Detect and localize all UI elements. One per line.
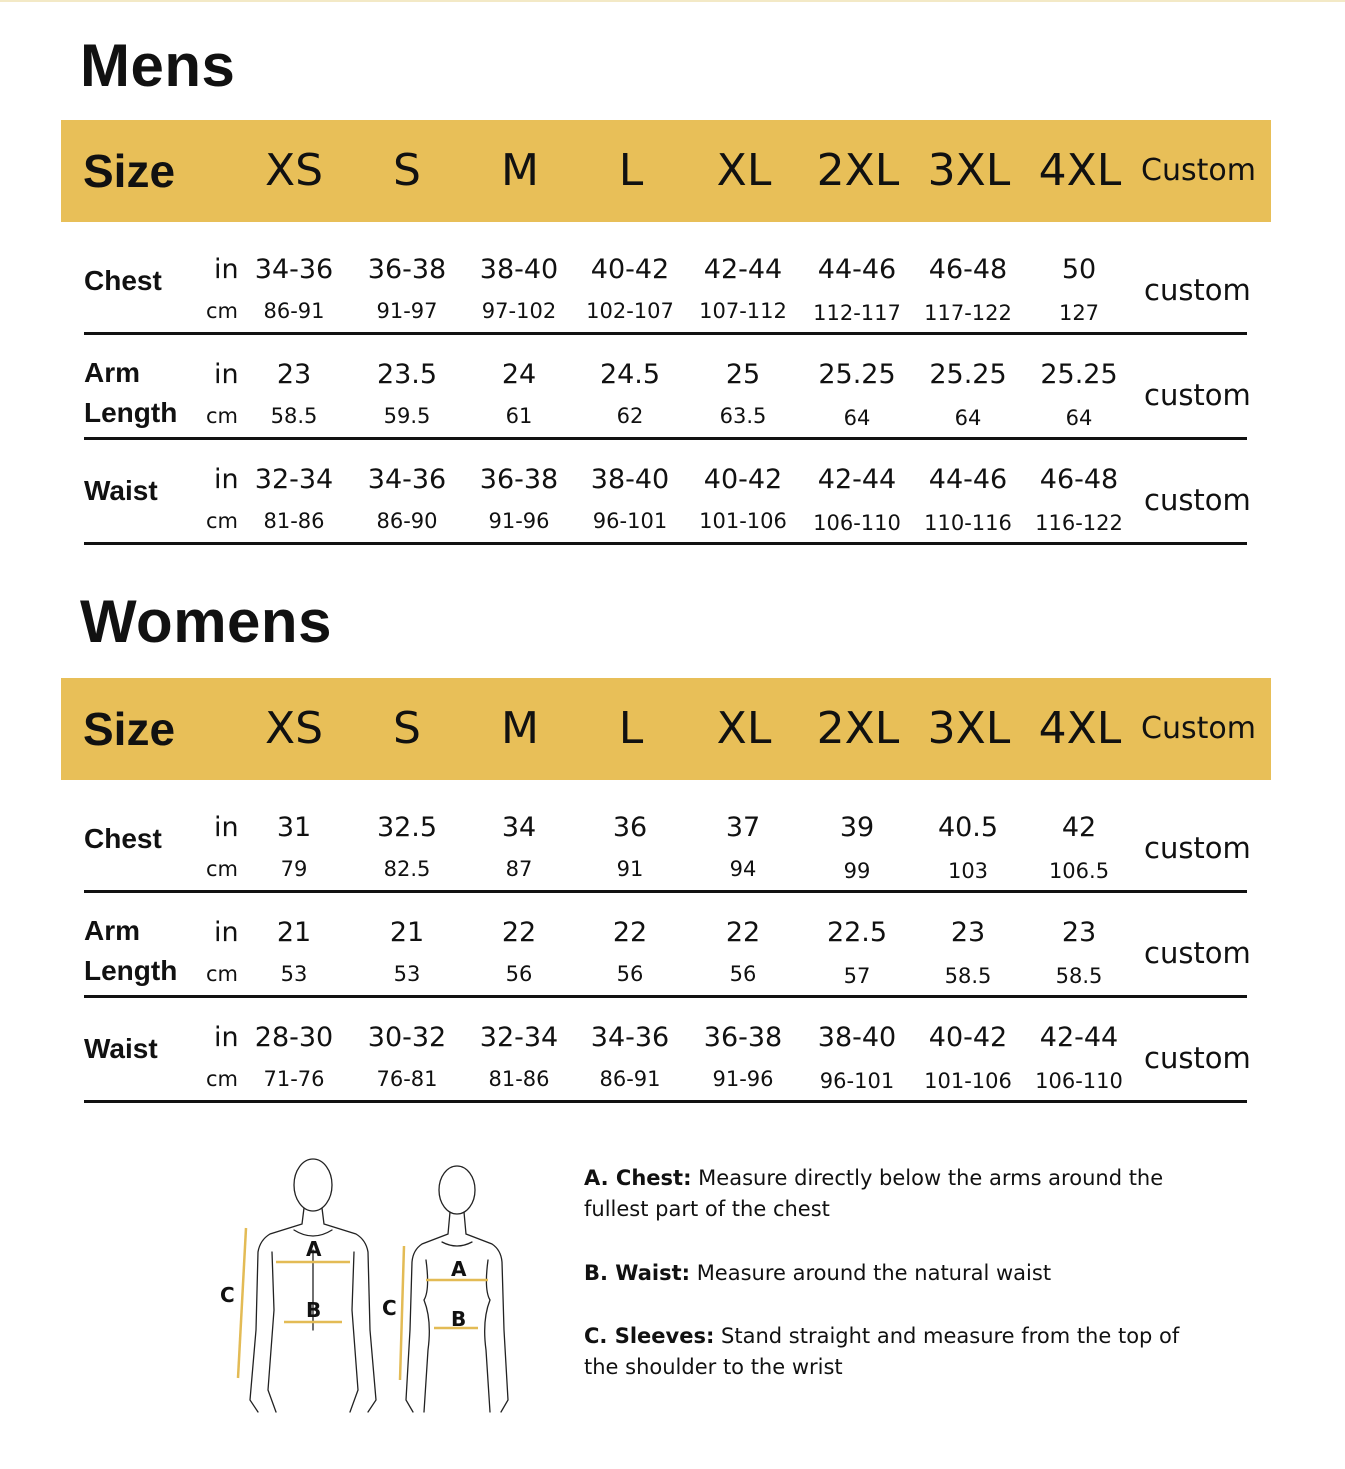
value-in: 36-38 <box>479 464 559 495</box>
value-cm: 94 <box>729 857 757 881</box>
value-in: 34 <box>501 812 537 843</box>
value-cm: 101-106 <box>699 509 787 533</box>
value-in: 30-32 <box>367 1022 447 1053</box>
unit-in-label: in <box>214 254 239 285</box>
size-3xl: 3XL <box>927 703 1011 754</box>
value-cm: 96-101 <box>819 1069 895 1093</box>
value-in: 32-34 <box>479 1022 559 1053</box>
row-chest <box>0 230 1345 335</box>
size-xs: XS <box>264 145 324 196</box>
unit-cm-label: cm <box>206 299 239 323</box>
row-chest <box>0 788 1345 893</box>
row-arm-length <box>0 335 1345 440</box>
value-cm: 64 <box>843 406 871 430</box>
row-label: Length <box>84 397 178 428</box>
size-s: S <box>393 703 421 754</box>
row-label: Length <box>84 955 178 986</box>
value-cm: 127 <box>1058 301 1100 325</box>
value-in: 40-42 <box>590 254 670 285</box>
value-cm: 86-90 <box>376 509 438 533</box>
value-cm: 82.5 <box>383 857 431 881</box>
value-in: 46-48 <box>1039 464 1119 495</box>
female-label-a: A <box>451 1257 467 1281</box>
value-in: 40-42 <box>703 464 783 495</box>
unit-in-label: in <box>214 812 239 843</box>
value-cm: 53 <box>393 962 421 986</box>
row-waist <box>0 998 1345 1103</box>
womens-size-header <box>61 678 1271 780</box>
size-4xl: 4XL <box>1038 703 1122 754</box>
value-in: 37 <box>725 812 761 843</box>
row-label: Arm <box>84 915 141 946</box>
value-cm: 110-116 <box>924 511 1012 535</box>
value-cm: 56 <box>505 962 533 986</box>
value-in: 32.5 <box>376 812 438 843</box>
male-label-c: C <box>220 1283 235 1307</box>
value-in: 44-46 <box>928 464 1008 495</box>
instruction-text: Stand straight and measure from the top of the shoulder to the wrist <box>584 1324 1180 1379</box>
size-custom: Custom <box>1141 153 1256 188</box>
instruction-term: B. Waist: <box>584 1261 691 1285</box>
value-in: 38-40 <box>817 1022 897 1053</box>
value-custom: custom <box>1144 483 1251 517</box>
instruction-sleeves <box>584 1321 1184 1383</box>
mens-title: Mens <box>80 32 236 99</box>
unit-in-label: in <box>214 1022 239 1053</box>
value-in: 42-44 <box>703 254 783 285</box>
value-cm: 91-97 <box>376 299 438 323</box>
male-label-a: A <box>306 1237 322 1261</box>
value-cm: 86-91 <box>263 299 325 323</box>
value-in: 42 <box>1061 812 1097 843</box>
value-in: 25 <box>725 359 761 390</box>
value-cm: 62 <box>616 404 644 428</box>
value-in: 21 <box>276 917 312 948</box>
value-cm: 103 <box>947 859 989 883</box>
value-in: 22 <box>501 917 537 948</box>
value-cm: 79 <box>280 857 308 881</box>
value-in: 24 <box>501 359 537 390</box>
body-measurement-figure <box>210 1150 530 1425</box>
size-m: M <box>501 145 539 196</box>
value-in: 32-34 <box>254 464 334 495</box>
value-cm: 106.5 <box>1048 859 1110 883</box>
row-divider <box>84 542 1247 545</box>
value-in: 50 <box>1061 254 1097 285</box>
value-cm: 117-122 <box>924 301 1012 325</box>
value-cm: 59.5 <box>383 404 431 428</box>
value-cm: 64 <box>954 406 982 430</box>
value-custom: custom <box>1144 1041 1251 1075</box>
value-in: 23 <box>276 359 312 390</box>
womens-title: Womens <box>80 588 332 655</box>
value-in: 22 <box>725 917 761 948</box>
row-label: Chest <box>84 265 162 296</box>
size-3xl: 3XL <box>927 145 1011 196</box>
value-custom: custom <box>1144 936 1251 970</box>
value-in: 23 <box>950 917 986 948</box>
row-label: Chest <box>84 823 162 854</box>
value-in: 36 <box>612 812 648 843</box>
value-in: 42-44 <box>817 464 897 495</box>
size-2xl: 2XL <box>816 145 900 196</box>
value-cm: 96-101 <box>592 509 668 533</box>
value-cm: 91 <box>616 857 644 881</box>
value-cm: 86-91 <box>599 1067 661 1091</box>
value-cm: 81-86 <box>488 1067 550 1091</box>
size-l: L <box>618 145 644 196</box>
size-header-label: Size <box>83 145 176 197</box>
value-in: 40-42 <box>928 1022 1008 1053</box>
value-in: 28-30 <box>254 1022 334 1053</box>
value-in: 21 <box>389 917 425 948</box>
instruction-waist <box>584 1258 1184 1289</box>
size-xl: XL <box>716 145 772 196</box>
value-cm: 116-122 <box>1035 511 1123 535</box>
male-body-outline-icon <box>250 1159 376 1412</box>
unit-cm-label: cm <box>206 962 239 986</box>
size-s: S <box>393 145 421 196</box>
size-custom: Custom <box>1141 711 1256 746</box>
value-in: 39 <box>839 812 875 843</box>
value-cm: 112-117 <box>813 301 901 325</box>
row-label: Arm <box>84 357 141 388</box>
value-cm: 106-110 <box>1035 1069 1123 1093</box>
size-xs: XS <box>264 703 324 754</box>
value-cm: 87 <box>505 857 533 881</box>
instruction-term: A. Chest: <box>584 1166 692 1190</box>
value-cm: 91-96 <box>488 509 550 533</box>
value-in: 38-40 <box>479 254 559 285</box>
size-header-label: Size <box>83 703 176 755</box>
value-in: 38-40 <box>590 464 670 495</box>
value-cm: 99 <box>843 859 871 883</box>
value-in: 42-44 <box>1039 1022 1119 1053</box>
unit-cm-label: cm <box>206 509 239 533</box>
row-divider <box>84 1100 1247 1103</box>
value-cm: 71-76 <box>263 1067 325 1091</box>
instruction-text: Measure directly below the arms around the fullest part of the chest <box>584 1166 1164 1221</box>
value-cm: 102-107 <box>586 299 674 323</box>
instruction-term: C. Sleeves: <box>584 1324 715 1348</box>
value-in: 31 <box>276 812 312 843</box>
value-cm: 57 <box>843 964 871 988</box>
value-in: 44-46 <box>817 254 897 285</box>
row-label: Waist <box>84 1033 158 1064</box>
value-in: 46-48 <box>928 254 1008 285</box>
size-4xl: 4XL <box>1038 145 1122 196</box>
value-in: 36-38 <box>367 254 447 285</box>
female-label-b: B <box>451 1307 467 1331</box>
size-2xl: 2XL <box>816 703 900 754</box>
value-cm: 106-110 <box>813 511 901 535</box>
row-label: Waist <box>84 475 158 506</box>
male-label-b: B <box>306 1298 322 1322</box>
value-cm: 58.5 <box>270 404 318 428</box>
value-cm: 56 <box>729 962 757 986</box>
unit-in-label: in <box>214 917 239 948</box>
value-in: 24.5 <box>599 359 661 390</box>
instruction-text: Measure around the natural waist <box>690 1261 1052 1285</box>
value-in: 34-36 <box>367 464 447 495</box>
value-cm: 53 <box>280 962 308 986</box>
value-cm: 81-86 <box>263 509 325 533</box>
instruction-chest <box>584 1163 1184 1225</box>
value-cm: 97-102 <box>481 299 557 323</box>
value-cm: 91-96 <box>712 1067 774 1091</box>
value-in: 36-38 <box>703 1022 783 1053</box>
measure-lines <box>238 1228 488 1380</box>
value-cm: 58.5 <box>1055 964 1103 988</box>
value-in: 23.5 <box>376 359 438 390</box>
size-l: L <box>618 703 644 754</box>
value-in: 25.25 <box>818 359 896 390</box>
value-cm: 107-112 <box>699 299 787 323</box>
unit-in-label: in <box>214 359 239 390</box>
value-in: 40.5 <box>937 812 999 843</box>
value-cm: 61 <box>505 404 533 428</box>
row-arm-length <box>0 893 1345 998</box>
value-cm: 64 <box>1065 406 1093 430</box>
female-label-c: C <box>382 1296 397 1320</box>
value-custom: custom <box>1144 831 1251 865</box>
value-in: 25.25 <box>1040 359 1118 390</box>
size-xl: XL <box>716 703 772 754</box>
value-in: 22 <box>612 917 648 948</box>
value-cm: 63.5 <box>719 404 767 428</box>
unit-cm-label: cm <box>206 1067 239 1091</box>
value-cm: 58.5 <box>944 964 992 988</box>
value-in: 22.5 <box>826 917 888 948</box>
value-cm: 101-106 <box>924 1069 1012 1093</box>
top-divider <box>0 0 1345 2</box>
row-waist <box>0 440 1345 545</box>
value-in: 34-36 <box>590 1022 670 1053</box>
value-cm: 76-81 <box>376 1067 438 1091</box>
unit-in-label: in <box>214 464 239 495</box>
value-cm: 56 <box>616 962 644 986</box>
mens-size-header <box>61 120 1271 222</box>
value-in: 23 <box>1061 917 1097 948</box>
value-in: 25.25 <box>929 359 1007 390</box>
value-custom: custom <box>1144 273 1251 307</box>
value-custom: custom <box>1144 378 1251 412</box>
unit-cm-label: cm <box>206 404 239 428</box>
value-in: 34-36 <box>254 254 334 285</box>
size-m: M <box>501 703 539 754</box>
unit-cm-label: cm <box>206 857 239 881</box>
female-body-outline-icon <box>406 1166 508 1412</box>
